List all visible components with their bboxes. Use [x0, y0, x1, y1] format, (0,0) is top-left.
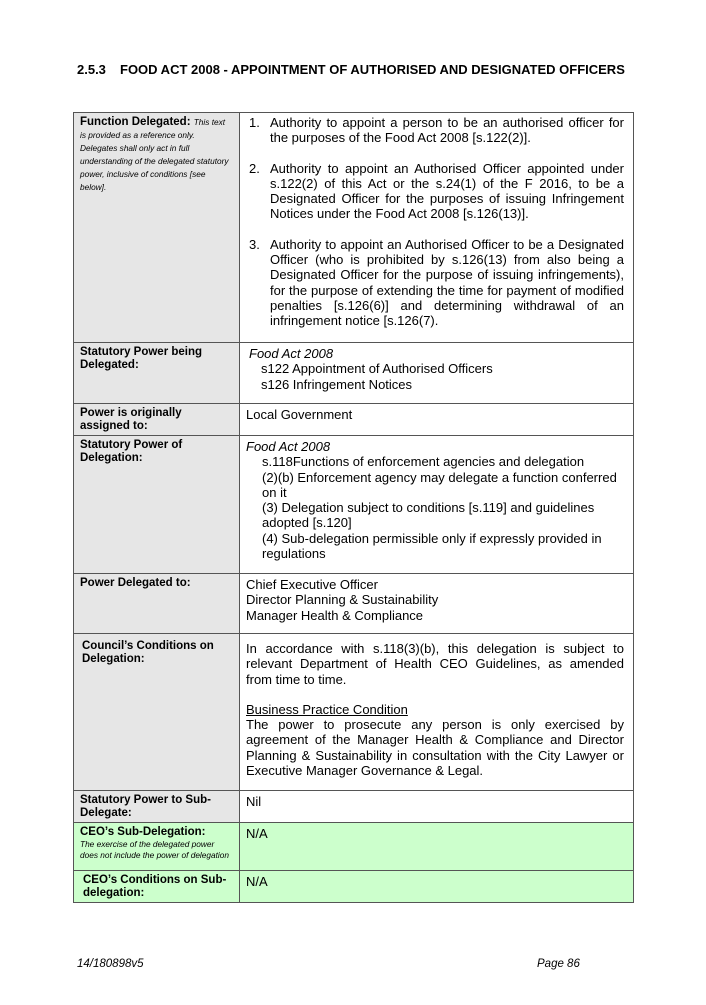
delegate-line: Chief Executive Officer — [246, 577, 378, 592]
list-item: 2. Authority to appoint an Authorised Officer appointed under s.122(2) of this Act or the s.24(1) of the F 2016, to be a Designated Officer for the purposes of issuing Infringement Notices under the Food Act 2008 [s.126(13)]. — [249, 160, 624, 222]
label-originally-assigned: Power is originally assigned to: — [74, 404, 240, 436]
ceo-sub-delegation-note: The exercise of the delegated power does not include the power of delegation — [80, 839, 229, 860]
delegation-act: Food Act 2008 — [246, 439, 331, 454]
value-delegated-to — [240, 574, 634, 634]
label-statutory-power: Statutory Power being Delegated: — [74, 343, 240, 404]
row-ceo-sub-delegation — [74, 823, 634, 871]
statutory-line: s122 Appointment of Authorised Officers — [261, 361, 493, 377]
document-reference: 14/180898v5 — [77, 958, 144, 970]
label-power-of-delegation: Statutory Power of Delegation: — [74, 436, 240, 574]
delegation-line: s.118Functions of enforcement agencies and delegation — [262, 454, 585, 470]
business-practice-heading: Business Practice Condition — [246, 701, 408, 717]
delegate-line: Director Planning & Sustainability — [246, 592, 439, 608]
value-originally-assigned: Local Government — [240, 404, 634, 436]
ceo-sub-delegation-label: CEO’s Sub-Delegation: — [80, 826, 206, 838]
value-ceo-sub-delegation: N/A — [240, 823, 634, 871]
row-power-of-delegation — [74, 436, 634, 574]
delegate-line: Manager Health & Compliance — [246, 607, 424, 623]
delegation-line: (2)(b) Enforcement agency may delegate a function conferred on it — [262, 469, 617, 500]
label-function-delegated — [74, 113, 240, 343]
row-delegated-to — [74, 574, 634, 634]
section-number: 2.5.3 — [77, 62, 106, 77]
label-delegated-to: Power Delegated to: — [74, 574, 240, 634]
function-label: Function Delegated: — [80, 116, 191, 128]
page-number: Page 86 — [537, 958, 580, 970]
row-originally-assigned — [74, 404, 634, 436]
row-ceo-conditions — [74, 871, 634, 903]
section-title: FOOD ACT 2008 - APPOINTMENT OF AUTHORISED AND DESIGNATED OFFICERS — [120, 62, 625, 77]
business-practice-para: The power to prosecute any person is only exercised by agreement of the Manager Health & Compliance and Director Planning & Sustainability in consultation with the City Lawyer or Executive Manager Governance & Legal. — [246, 717, 624, 779]
row-council-conditions — [74, 634, 634, 791]
list-item: 1. Authority to appoint a person to be an authorised officer for the purposes of the Food Act 2008 [s.122(2)]. — [249, 115, 624, 146]
section-heading — [77, 62, 630, 77]
row-sub-delegate — [74, 791, 634, 823]
function-items — [246, 115, 624, 329]
label-ceo-sub-delegation — [74, 823, 240, 871]
function-note: This text is provided as a reference only. Delegates shall only act in full understanding of the delegated statutory power, inclusive of conditions [see below]. — [80, 117, 229, 192]
delegation-line: (4) Sub-delegation permissible only if expressly provided in regulations — [262, 530, 602, 562]
row-statutory-power — [74, 343, 634, 404]
delegation-line: (3) Delegation subject to conditions [s.119] and guidelines adopted [s.120] — [262, 500, 595, 531]
row-function-delegated — [74, 113, 634, 343]
statutory-line: s126 Infringement Notices — [261, 376, 413, 392]
label-sub-delegate: Statutory Power to Sub-Delegate: — [74, 791, 240, 823]
council-conditions-para: In accordance with s.118(3)(b), this delegation is subject to relevant Department of Health CEO Guidelines, as amended from time to time. — [246, 641, 624, 687]
delegation-table — [73, 112, 634, 903]
label-ceo-conditions: CEO’s Conditions on Sub-delegation: — [74, 871, 240, 903]
value-sub-delegate: Nil — [240, 791, 634, 823]
label-council-conditions: Council’s Conditions on Delegation: — [74, 634, 240, 791]
statutory-act: Food Act 2008 — [249, 346, 334, 361]
value-function-delegated — [240, 113, 634, 343]
list-item: 3. Authority to appoint an Authorised Officer to be a Designated Officer (who is prohibited by s.126(13) from also being a Designated Officer for the purpose of issuing infringements), for the purpose of extending the time for payment of modified penalties [s.126(6)] and determining withdrawal of an infringement notice [s.126(7). — [249, 236, 624, 329]
value-statutory-power — [240, 343, 634, 404]
value-power-of-delegation — [240, 436, 634, 574]
value-council-conditions — [240, 634, 634, 791]
value-ceo-conditions: N/A — [240, 871, 634, 903]
